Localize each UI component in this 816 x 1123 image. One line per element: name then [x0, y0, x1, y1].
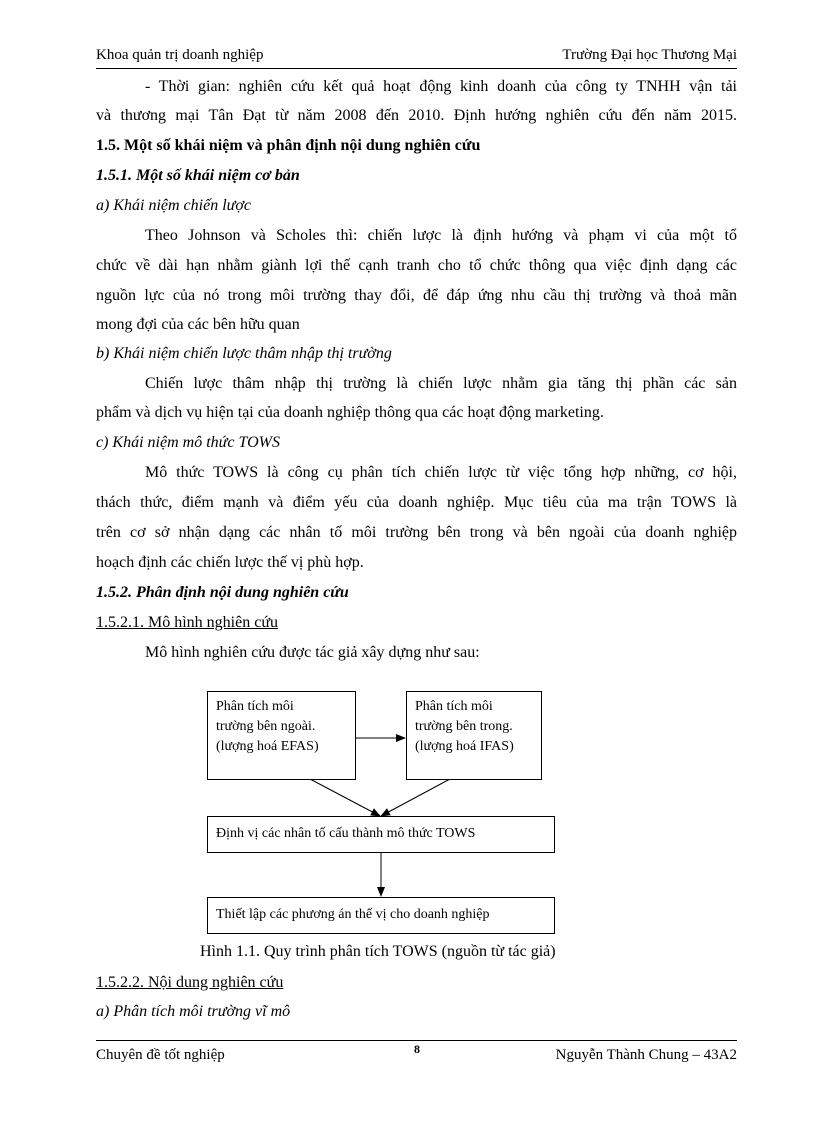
arrow-external-to-tows: [310, 779, 380, 816]
time-paragraph-line-1: - Thời gian: nghiên cứu kết quả hoạt động kinh doanh của công ty TNHH vận tải: [145, 78, 737, 95]
heading-1-5-2: 1.5.2. Phân định nội dung nghiên cứu: [96, 584, 349, 601]
strategy-paragraph-line-3: nguồn lực của nó trong môi trường thay đổi, để đáp ứng nhu cầu thị trường và thoả mãn: [96, 287, 737, 304]
box-external-analysis: [207, 691, 356, 780]
tows-paragraph-line-4: hoạch định các chiến lược thế vị phù hợp.: [96, 554, 364, 571]
heading-1-5-1: 1.5.1. Một số khái niệm cơ bản: [96, 167, 300, 184]
page-number: 8: [414, 1042, 420, 1056]
arrow-internal-to-tows: [381, 779, 450, 816]
tows-paragraph-line-3: trên cơ sở nhận dạng các nhân tố môi trường bên trong và bên ngoài của doanh nghiệp: [96, 524, 737, 541]
strategy-paragraph-line-4: mong đợi của các bên hữu quan: [96, 316, 300, 333]
heading-b-penetration: b) Khái niệm chiến lược thâm nhập thị trường: [96, 345, 392, 362]
box-options-text: Thiết lập các phương án thế vị cho doanh nghiệp: [216, 907, 490, 922]
heading-c-tows: c) Khái niệm mô thức TOWS: [96, 434, 280, 451]
box-external-line-3: (lượng hoá EFAS): [216, 739, 319, 754]
penetration-paragraph-line-2: phẩm và dịch vụ hiện tại của doanh nghiệp thông qua các hoạt động marketing.: [96, 404, 604, 421]
tows-paragraph-line-2: thách thức, điểm mạnh và điểm yếu của doanh nghiệp. Mục tiêu của ma trận TOWS là: [96, 494, 737, 511]
box-internal-line-3: (lượng hoá IFAS): [415, 739, 514, 754]
box-external-line-2: trường bên ngoài.: [216, 719, 316, 734]
header-left: Khoa quản trị doanh nghiệp: [96, 47, 264, 63]
box-tows-text: Định vị các nhân tố cấu thành mô thức TOWS: [216, 826, 476, 841]
strategy-paragraph-line-2: chức về dài hạn nhằm giành lợi thế cạnh tranh cho tổ chức thông qua việc định dạng các: [96, 257, 737, 274]
header-right: Trường Đại học Thương Mại: [562, 47, 737, 63]
strategy-paragraph-line-1: Theo Johnson và Scholes thì: chiến lược là định hướng và phạm vi của một tổ: [145, 227, 737, 244]
heading-1-5-2-2: 1.5.2.2. Nội dung nghiên cứu: [96, 974, 284, 991]
time-paragraph-line-2: và thương mại Tân Đạt từ năm 2008 đến 2010. Định hướng nghiên cứu đến năm 2015.: [96, 107, 737, 124]
footer-right: Nguyễn Thành Chung – 43A2: [555, 1047, 737, 1063]
box-strategy-options: [207, 897, 555, 934]
heading-a-macro: a) Phân tích môi trường vĩ mô: [96, 1003, 291, 1020]
box-internal-line-1: Phân tích môi: [415, 699, 493, 714]
footer-left: Chuyên đề tốt nghiệp: [96, 1047, 225, 1063]
box-internal-line-2: trường bên trong.: [415, 719, 513, 734]
penetration-paragraph-line-1: Chiến lược thâm nhập thị trường là chiến lược nhằm gia tăng thị phần các sản: [145, 375, 737, 392]
box-tows-positioning: [207, 816, 555, 853]
box-internal-analysis: [406, 691, 542, 780]
heading-1-5-2-1: 1.5.2.1. Mô hình nghiên cứu: [96, 614, 278, 631]
heading-1-5: 1.5. Một số khái niệm và phân định nội dung nghiên cứu: [96, 137, 481, 154]
heading-a-strategy: a) Khái niệm chiến lược: [96, 197, 252, 214]
tows-paragraph-line-1: Mô thức TOWS là công cụ phân tích chiến lược từ việc tổng hợp những, cơ hội,: [145, 464, 737, 481]
figure-caption: Hình 1.1. Quy trình phân tích TOWS (nguồn từ tác giả): [200, 943, 556, 960]
model-intro-text: Mô hình nghiên cứu được tác giả xây dựng như sau:: [145, 644, 480, 661]
footer-rule: [96, 1040, 737, 1041]
box-external-line-1: Phân tích môi: [216, 699, 294, 714]
